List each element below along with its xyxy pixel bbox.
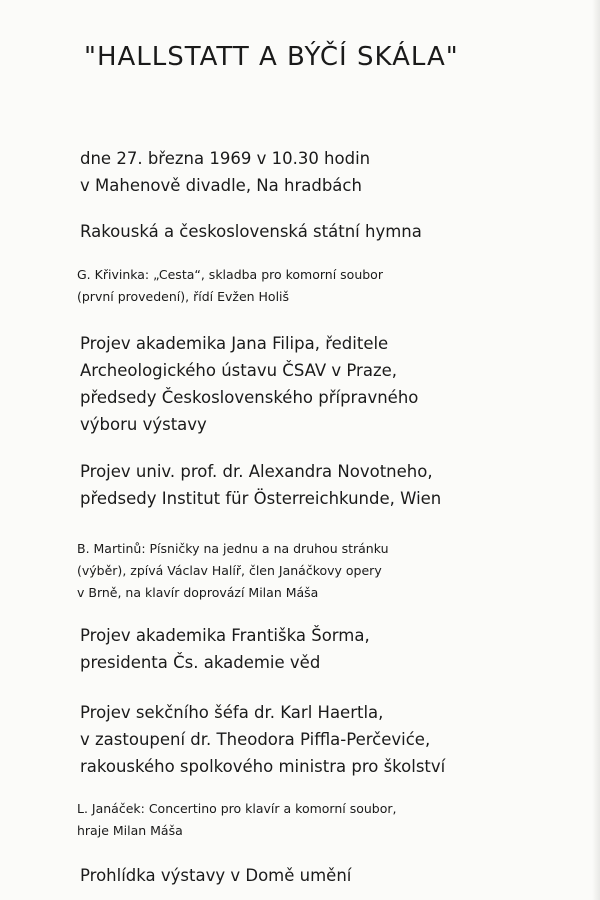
program-line: výboru výstavy — [80, 415, 207, 434]
program-line: Prohlídka výstavy v Domě umění — [80, 866, 352, 885]
program-line: předsedy Československého přípravného — [80, 388, 419, 407]
paper-edge-shadow — [592, 0, 600, 900]
program-line: (výběr), zpívá Václav Halíř, člen Janáčkovy opery — [77, 563, 382, 578]
program-item-krivinka — [77, 264, 383, 308]
program-line: hraje Milan Máša — [77, 823, 183, 838]
program-line: B. Martinů: Písničky na jednu a na druhou stránku — [77, 541, 389, 556]
program-item-novotny-speech — [80, 458, 441, 512]
program-line: (první provedení), řídí Evžen Holiš — [77, 289, 290, 304]
program-line: Projev sekčního šéfa dr. Karl Haertla, — [80, 703, 384, 722]
program-line: G. Křivinka: „Cesta“, skladba pro komorní soubor — [77, 267, 383, 282]
event-venue-line: v Mahenově divadle, Na hradbách — [80, 176, 362, 195]
program-line: v Brně, na klavír doprovází Milan Máša — [77, 585, 319, 600]
program-item-exhibition-tour — [80, 862, 351, 889]
program-line: Rakouská a československá státní hymna — [80, 222, 422, 241]
event-date-line: dne 27. března 1969 v 10.30 hodin — [80, 149, 371, 168]
program-line: v zastoupení dr. Theodora Piffla-Perčeviće, — [80, 730, 431, 749]
program-item-haertl-speech — [80, 699, 445, 780]
program-line: L. Janáček: Concertino pro klavír a komorní soubor, — [77, 801, 397, 816]
program-line: presidenta Čs. akademie věd — [80, 653, 321, 672]
program-line: Projev akademika Jana Filipa, ředitele — [80, 334, 389, 353]
program-line: předsedy Institut für Österreichkunde, Wien — [80, 489, 442, 508]
program-item-filip-speech — [80, 330, 418, 438]
program-line: Archeologického ústavu ČSAV v Praze, — [80, 361, 397, 380]
program-item-sorm-speech — [80, 622, 370, 676]
program-item-janacek — [77, 798, 396, 842]
program-item-anthems — [80, 218, 422, 245]
program-line: Projev akademika Františka Šorma, — [80, 626, 370, 645]
program-line: Projev univ. prof. dr. Alexandra Novotneho, — [80, 462, 433, 481]
program-line: rakouského spolkového ministra pro školství — [80, 757, 446, 776]
event-info — [80, 145, 370, 199]
page-title: "HALLSTATT A BÝČÍ SKÁLA" — [84, 42, 459, 72]
program-item-martinu — [77, 538, 389, 604]
